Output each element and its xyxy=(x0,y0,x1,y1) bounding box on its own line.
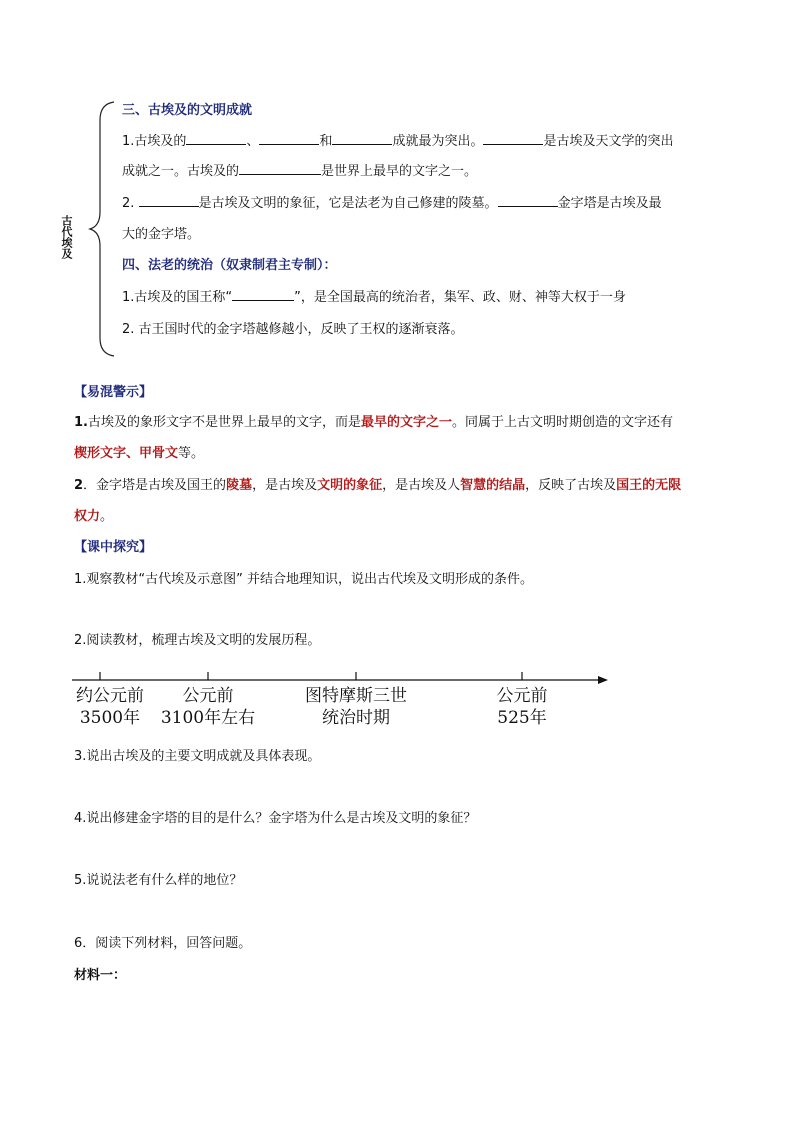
section4-title: 四、法老的统治（奴隶制君主专制）： xyxy=(122,258,337,273)
warning-p1-line2: 楔形文字、甲骨文等。 xyxy=(74,446,205,461)
section3-title: 三、古埃及的文明成就 xyxy=(122,103,253,118)
question-6: 6．阅读下列材料，回答问题。 xyxy=(74,936,252,951)
timeline-point-1: 约公元前 3500年 xyxy=(76,686,144,728)
question-5: 5.说说法老有什么样的地位？ xyxy=(74,873,243,888)
section3-line2: 成就之一。古埃及的 是世界上最早的文字之一。 xyxy=(122,164,478,179)
section4-line2: 2. 古王国时代的金字塔越修越小，反映了王权的逐渐衰落。 xyxy=(122,322,464,337)
blank-4[interactable] xyxy=(483,132,543,145)
question-3: 3.说出古埃及的主要文明成就及具体表现。 xyxy=(74,749,321,764)
section3-line3: 2. 是古埃及文明的象征，它是法老为自己修建的陵墓。 金字塔是古埃及最 xyxy=(122,196,662,211)
timeline-point-2: 公元前 3100年左右 xyxy=(160,686,256,728)
question-2: 2.阅读教材，梳理古埃及文明的发展历程。 xyxy=(74,633,321,648)
blank-2[interactable] xyxy=(259,132,319,145)
blank-6[interactable] xyxy=(139,194,199,207)
warning-p2-line2: 权力。 xyxy=(74,509,114,524)
section4-line1: 1.古埃及的国王称“ ”，是全国最高的统治者，集军、政、财、神等大权于一身 xyxy=(122,290,626,305)
timeline-point-3: 图特摩斯三世 统治时期 xyxy=(305,686,407,728)
section3-line4: 大的金字塔。 xyxy=(122,227,201,242)
material-label: 材料一： xyxy=(74,968,127,983)
section-brace xyxy=(88,100,118,358)
blank-3[interactable] xyxy=(332,132,392,145)
blank-5[interactable] xyxy=(239,162,321,175)
explore-title: 【课中探究】 xyxy=(74,540,153,555)
question-1: 1.观察教材“古代埃及示意图” 并结合地理知识，说出古代埃及文明形成的条件。 xyxy=(74,572,534,587)
timeline-point-4: 公元前 525年 xyxy=(496,686,548,728)
question-4: 4.说出修建金字塔的目的是什么？金字塔为什么是古埃及文明的象征？ xyxy=(74,811,477,826)
warning-title: 【易混警示】 xyxy=(74,385,153,400)
section3-line1: 1.古埃及的 、 和 成就最为突出。 是古埃及天文学的突出 xyxy=(122,134,674,149)
side-label: 古代埃及 xyxy=(60,215,73,259)
blank-1[interactable] xyxy=(186,132,246,145)
warning-p1-line1: 1.古埃及的象形文字不是世界上最早的文字，而是最早的文字之一。同属于上古文明时期创造的文字还有 xyxy=(74,415,674,430)
blank-8[interactable] xyxy=(232,288,294,301)
warning-p2-line1: 2．金字塔是古埃及国王的陵墓，是古埃及文明的象征，是古埃及人智慧的结晶，反映了古埃及国王的无限 xyxy=(74,478,682,493)
blank-7[interactable] xyxy=(498,194,558,207)
